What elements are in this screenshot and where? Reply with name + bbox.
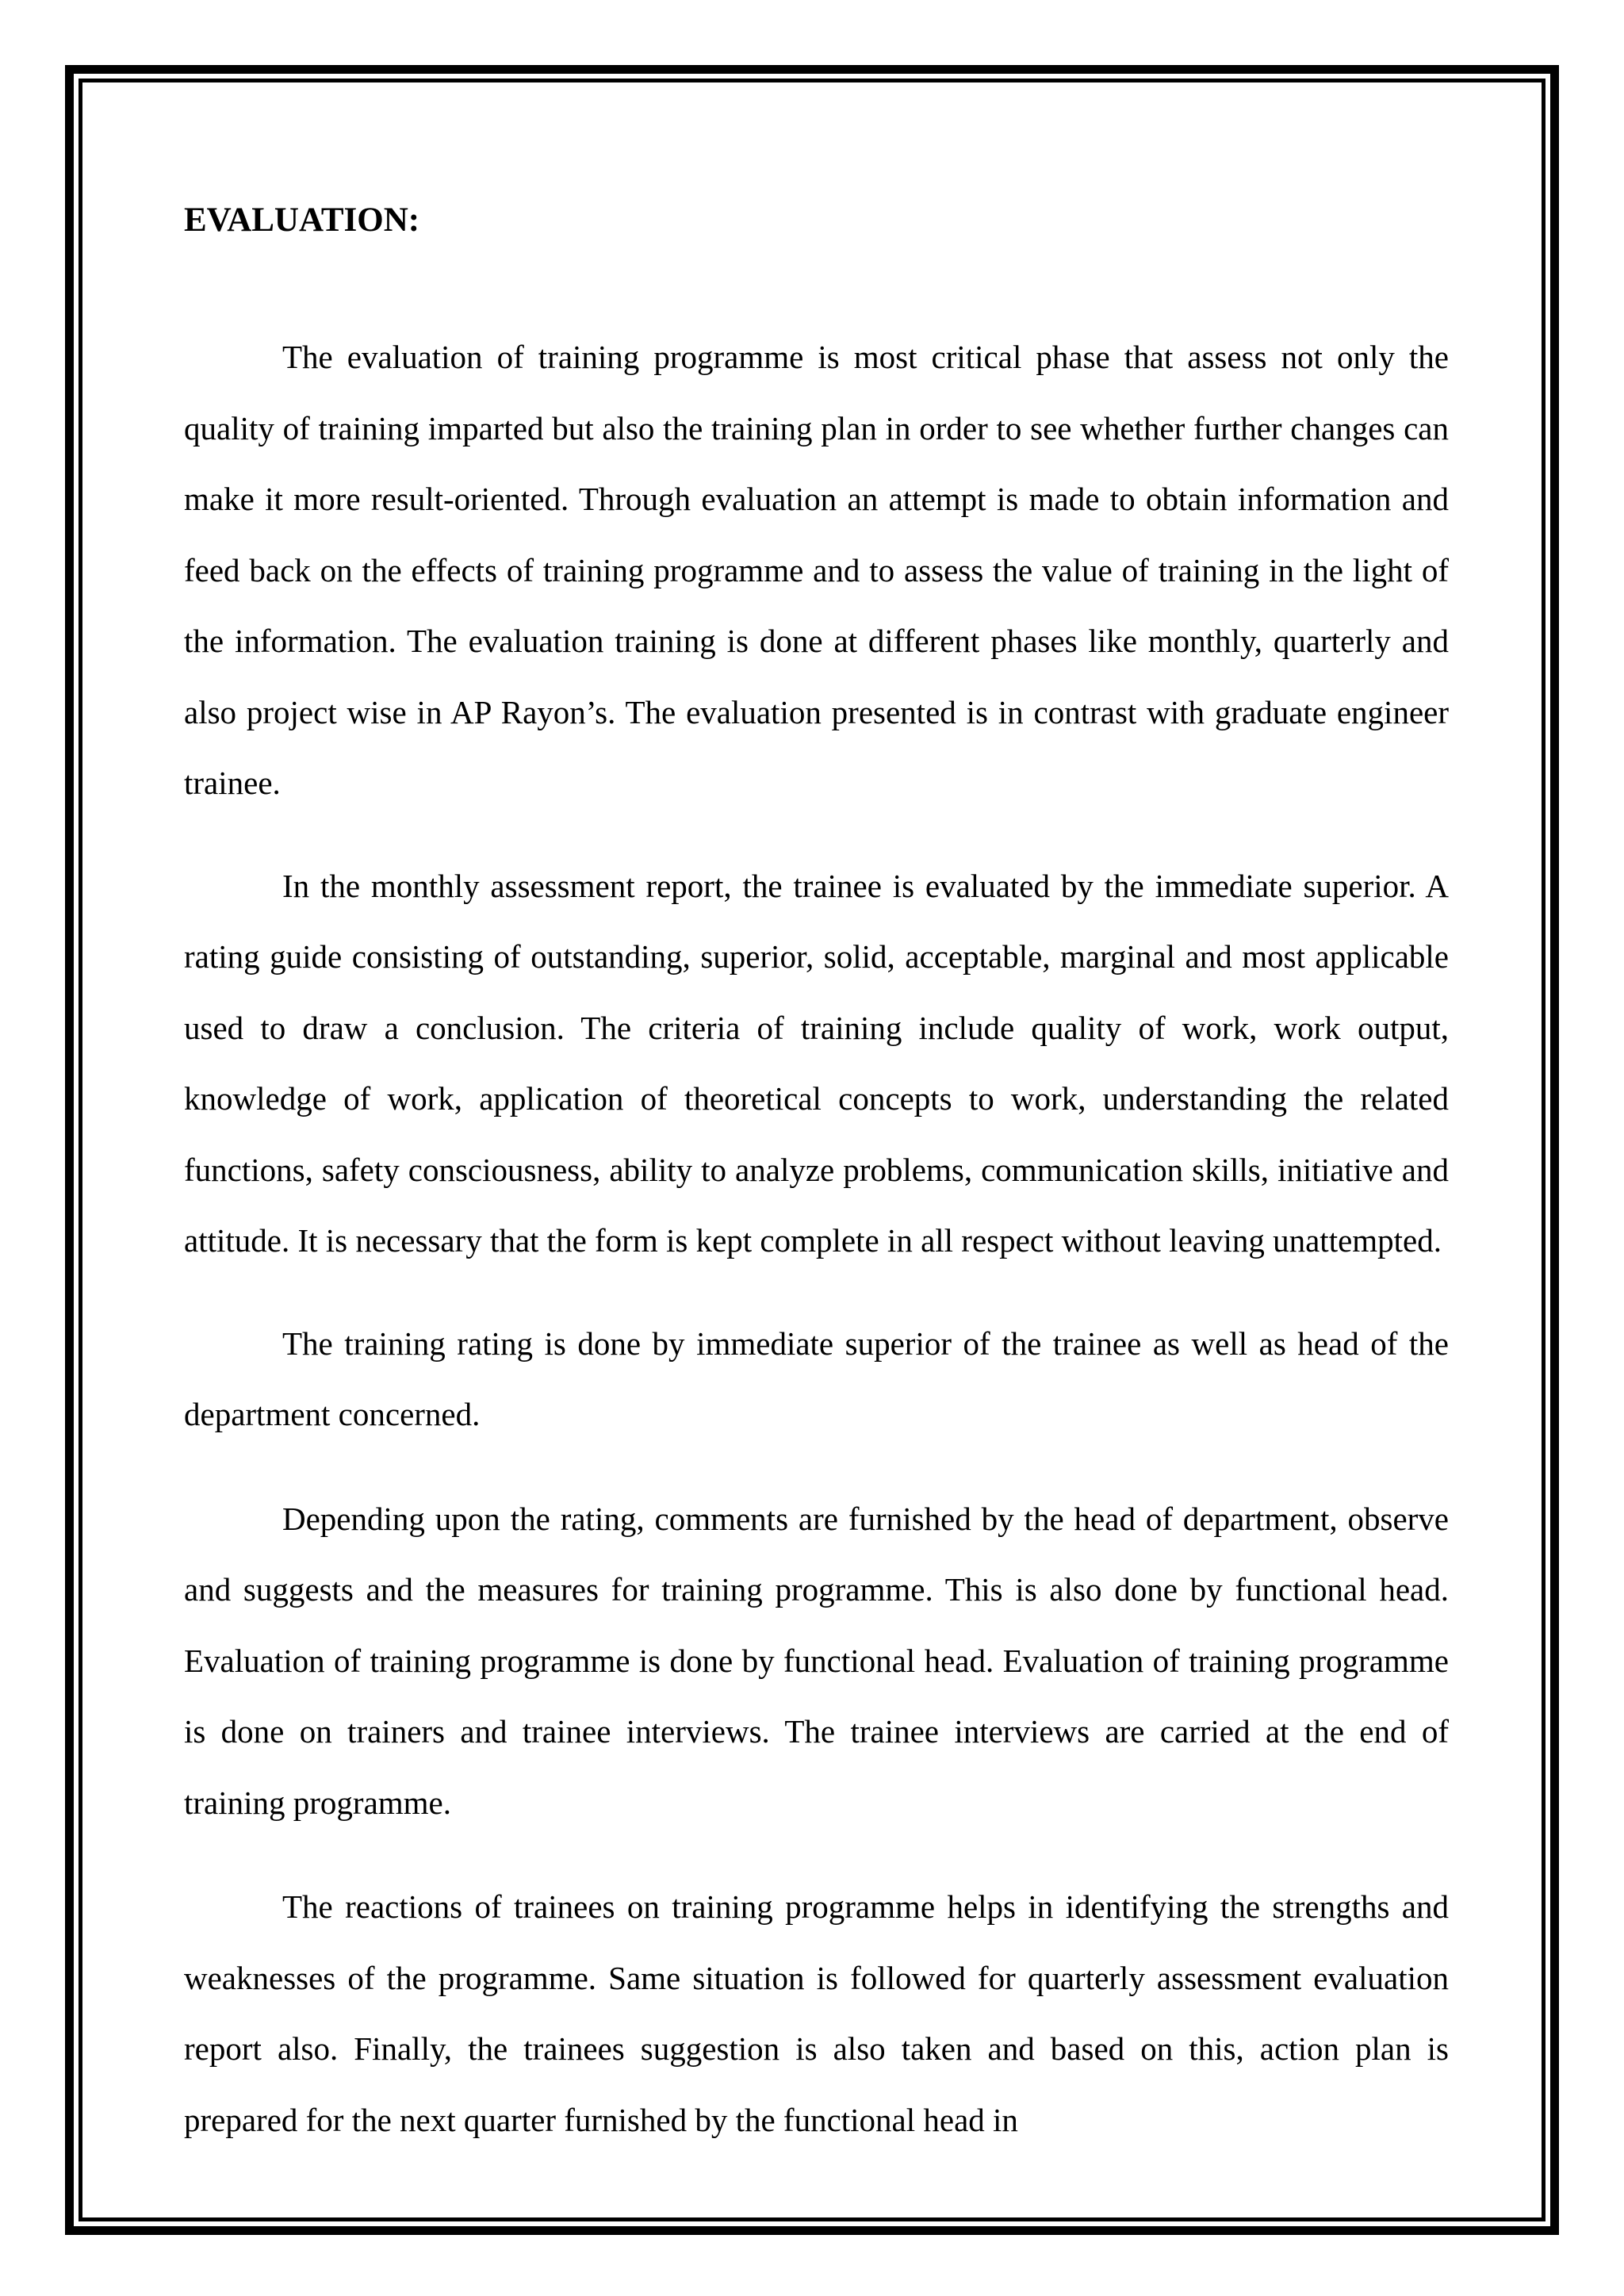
document-body: [184, 198, 1449, 2156]
paragraph-evaluation-overview: The evaluation of training programme is most critical phase that assess not only the quality of training imparted but also the training plan in order to see whether further changes can make it more result-oriented. Through evaluation an attempt is made to obtain information and feed back on the effects of training programme and to assess the value of training in the light of the information. The evaluation training is done at different phases like monthly, quarterly and also project wise in AP Rayon’s. The evaluation presented is in contrast with graduate engineer trainee.: [184, 339, 1449, 801]
paragraph-training-rating: The training rating is done by immediate superior of the trainee as well as head of the department concerned.: [184, 1324, 1449, 1432]
paragraph-trainee-reactions: The reactions of trainees on training programme helps in identifying the strengths and weaknesses of the programme. Same situation is followed for quarterly assessment evaluation report also. Finally, the trainees suggestion is also taken and based on this, action plan is prepared for the next quarter furnished by the functional head in: [184, 1888, 1449, 2138]
paragraph-monthly-assessment: In the monthly assessment report, the trainee is evaluated by the immediate superior. A rating guide consisting of outstanding, superior, solid, acceptable, marginal and most applicable used to draw a conclusion. The criteria of training include quality of work, work output, knowledge of work, application of theoretical concepts to work, understanding the related functions, safety consciousness, ability to analyze problems, communication skills, initiative and attitude. It is necessary that the form is kept complete in all respect without leaving unattempted.: [184, 867, 1449, 1259]
paragraph-comments-furnished: Depending upon the rating, comments are furnished by the head of department, observe and suggests and the measures for training programme. This is also done by functional head. Evaluation of training programme is done by functional head. Evaluation of training programme is done on trainers and trainee interviews. The trainee interviews are carried at the end of training programme.: [184, 1500, 1449, 1821]
section-heading: EVALUATION:: [184, 201, 420, 239]
